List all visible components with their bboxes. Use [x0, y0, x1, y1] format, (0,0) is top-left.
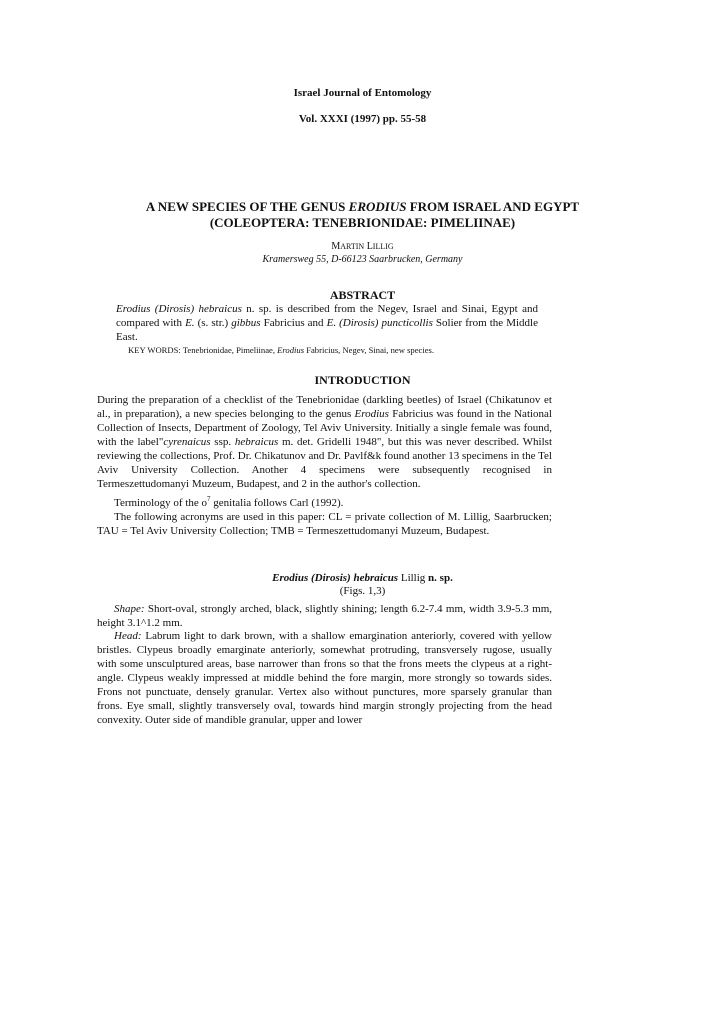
author-initial: M	[331, 241, 341, 252]
intro-paragraph-3: The following acronyms are used in this paper: CL = private collection of M. Lillig, Saarbrucken; TAU = Tel Aviv University Collection; TMB = Termeszettudomanyi Muzeum, Budapest.	[97, 511, 552, 537]
species-name: E.	[185, 317, 195, 329]
volume-info: Vol. XXXI (1997) pp. 55-58	[298, 113, 427, 125]
abstract-text	[116, 302, 538, 344]
section-label: Head:	[114, 630, 142, 642]
intro-paragraph-2	[97, 496, 552, 510]
abstract-fragment: (s. str.)	[194, 317, 232, 329]
paragraph-text: During the preparation of a checklist of the Tenebrionidae (darkling beetles) of Israel (Chikatunov et al., in preparation), a new species belonging to the genus	[97, 394, 552, 420]
species-name: hebraicus	[234, 436, 279, 448]
author-address: Kramersweg 55, D-66123 Saarbrucken, Germany	[262, 254, 463, 265]
article-title	[0, 199, 725, 231]
genus-name: Erodius	[354, 408, 389, 420]
abstract-fragment: Fabricius and	[260, 317, 327, 329]
shape-paragraph	[97, 602, 552, 630]
journal-name: Israel Journal of Entomology	[293, 87, 432, 99]
species-name: E. (Dirosis) puncticollis	[326, 317, 433, 329]
title-genus: ERODIUS	[348, 199, 407, 214]
section-label: Shape:	[114, 603, 145, 615]
species-name: Erodius (Dirosis) hebraicus	[116, 303, 242, 315]
title-line-2: (COLEOPTERA: TENEBRIONIDAE: PIMELIINAE)	[209, 215, 516, 230]
author-name	[0, 241, 725, 252]
head-paragraph	[97, 629, 552, 727]
superscript: 7	[207, 495, 211, 503]
species-name: Erodius (Dirosis) hebraicus	[272, 572, 399, 584]
keywords-text: Fabricius, Negev, Sinai, new species.	[304, 345, 435, 355]
paragraph-text: ssp.	[210, 436, 235, 448]
title-text: FROM ISRAEL AND EGYPT	[406, 199, 580, 214]
species-name: cyrenaicus	[163, 436, 211, 448]
intro-paragraph-1	[97, 393, 552, 491]
author-smallcaps: ARTIN	[340, 242, 365, 251]
figure-reference: (Figs. 1,3)	[339, 585, 386, 597]
keywords-genus: Erodius	[277, 345, 305, 355]
paragraph-text: m. det. Gridelli 1948", but this was never described. Whilst reviewing the collections, Prof. Dr. Chikatunov and Dr. Pavlf&k found another 13 specimens in the Tel Aviv University Collection. Another 4 specimens were subsequently recognised in Termeszettudomanyi Muzeum, Budapest, and 2 in the author's collection.	[97, 436, 553, 490]
species-author: Lillig	[398, 572, 429, 584]
title-text: A NEW SPECIES OF THE GENUS	[145, 199, 349, 214]
abstract-fragment: Solier from the Middle East.	[116, 317, 538, 343]
species-name: gibbus	[231, 317, 261, 329]
paragraph-text: Fabricius was found in the National Collection of Insects, Department of Zoology, Tel Aviv University. Initially a single female was found, with the label"	[97, 408, 552, 448]
species-heading	[0, 572, 725, 584]
paragraph-text: genitalia follows Carl (1992).	[210, 497, 344, 509]
author-smallcaps: ILLIG	[372, 242, 394, 251]
title-line-1	[0, 199, 725, 215]
author-initial: L	[366, 241, 373, 252]
paragraph-text: Labrum light to dark brown, with a shallow emargination anteriorly, covered with yellow bristles. Clypeus broadly emarginate anteriorly, somewhat protruding, transversely rugose, usually with some unsculptured areas, base narrower than frons so that the frons meets the clypeus at a right-angle. Clypeus weakly impressed at middle behind the fore margin, more strongly so towards sides. Frons not punctuate, densely granular. Vertex also without punctures, more sparsely granular than frons. Eye small, slightly transversely oval, towards hind margin strongly projecting from the head convexity. Outer side of mandible granular, upper and lower	[97, 630, 552, 726]
species-status: n. sp.	[428, 572, 453, 584]
keywords-text: KEY WORDS: Tenebrionidae, Pimeliinae,	[128, 345, 278, 355]
abstract-fragment: n. sp. is described from the Negev, Israel and Sinai, Egypt and compared with	[116, 303, 538, 329]
introduction-heading: INTRODUCTION	[314, 373, 411, 387]
abstract-heading: ABSTRACT	[329, 288, 396, 302]
paragraph-text: Short-oval, strongly arched, black, slightly shining; length 6.2-7.4 mm, width 3.9-5.3 mm, height 3.1^1.2 mm.	[97, 603, 552, 629]
keywords	[128, 344, 548, 356]
paragraph-text: Terminology of the o	[114, 497, 208, 509]
